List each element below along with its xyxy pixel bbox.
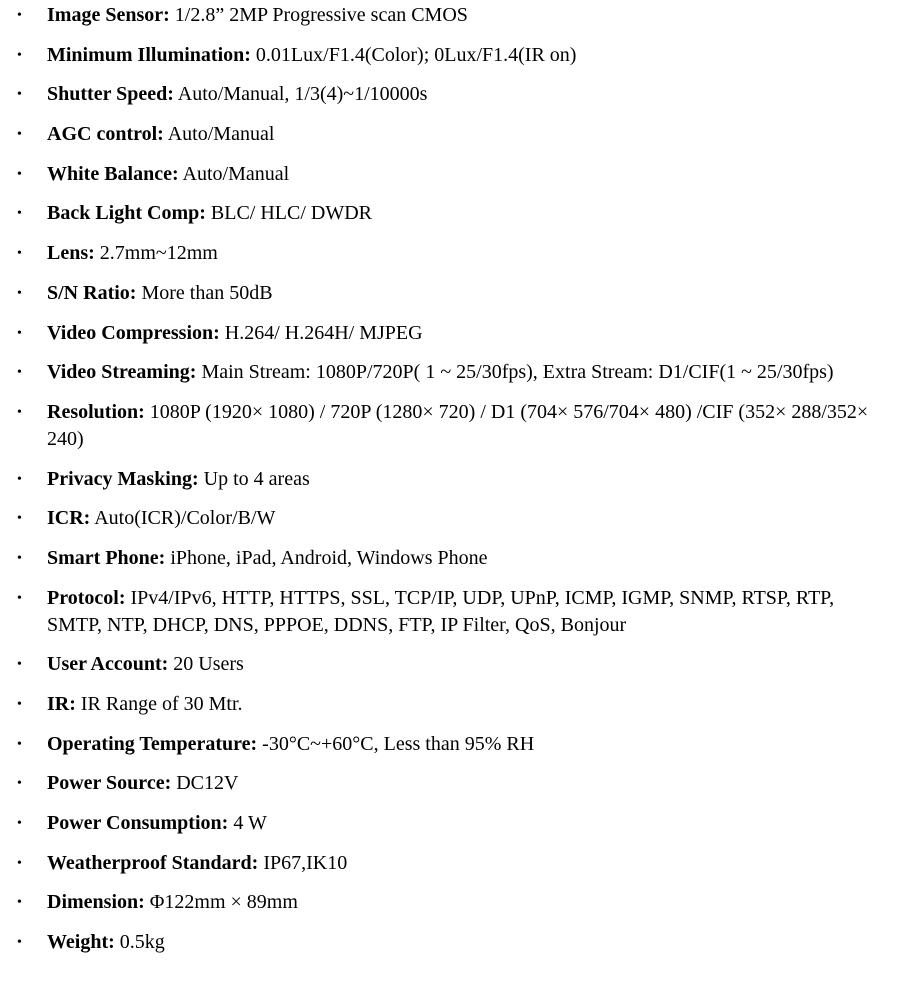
- bullet-icon: •: [17, 365, 22, 381]
- spec-label: User Account:: [47, 653, 169, 676]
- spec-label: ICR:: [47, 507, 91, 530]
- bullet-icon: •: [17, 590, 22, 606]
- spec-item: [0, 505, 900, 532]
- spec-value: iPhone, iPad, Android, Windows Phone: [165, 546, 488, 569]
- spec-label: Protocol:: [47, 586, 126, 609]
- spec-label: IR:: [47, 693, 76, 715]
- spec-value: 0.5kg: [114, 931, 165, 954]
- spec-value: BLC/ HLC/ DWDR: [205, 202, 373, 225]
- bullet-icon: •: [17, 87, 22, 103]
- spec-label: Privacy Masking:: [47, 467, 199, 490]
- spec-value: 0.01Lux/F1.4(Color); 0Lux/F1.4(IR on): [250, 43, 577, 66]
- bullet-icon: •: [17, 471, 22, 487]
- spec-item: [0, 399, 900, 453]
- spec-label: Weatherproof Standard:: [47, 851, 259, 874]
- spec-item: [0, 240, 900, 267]
- spec-item: [0, 81, 900, 108]
- spec-label: Video Compression:: [47, 321, 220, 344]
- bullet-icon: •: [17, 816, 22, 832]
- bullet-icon: •: [17, 166, 22, 182]
- bullet-icon: •: [17, 127, 22, 143]
- spec-label: Operating Temperature:: [47, 732, 258, 755]
- spec-value: Auto/Manual, 1/3(4)~1/10000s: [173, 83, 428, 106]
- spec-item: [0, 161, 900, 188]
- spec-label: Lens:: [47, 242, 95, 265]
- spec-item: [0, 731, 900, 758]
- spec-label: White Balance:: [47, 162, 179, 185]
- spec-item: [0, 359, 900, 386]
- bullet-icon: •: [17, 8, 22, 23]
- spec-label: Dimension:: [47, 891, 145, 914]
- spec-value: 1080P (1920× 1080) / 720P (1280× 720) / D1 (704× 576/704× 480) /CIF (352× 288/352× 240): [47, 400, 869, 450]
- spec-label: S/N Ratio:: [47, 281, 137, 304]
- spec-value: Main Stream: 1080P/720P( 1 ~ 25/30fps), Extra Stream: D1/CIF(1 ~ 25/30fps): [196, 361, 834, 384]
- bullet-icon: •: [17, 246, 22, 262]
- spec-value: IPv4/IPv6, HTTP, HTTPS, SSL, TCP/IP, UDP, UPnP, ICMP, IGMP, SNMP, RTSP, RTP, SMTP, NTP, DHCP, DNS, PPPOE, DDNS, FTP, IP Filter, QoS, Bonjour: [47, 586, 835, 636]
- spec-item: [0, 889, 900, 916]
- spec-item: [0, 545, 900, 572]
- spec-value: Auto/Manual: [163, 123, 275, 146]
- spec-item: [0, 466, 900, 493]
- spec-item: [0, 320, 900, 347]
- spec-item: [0, 280, 900, 307]
- spec-item: [0, 929, 900, 956]
- spec-item: [0, 651, 900, 678]
- spec-label: Shutter Speed:: [47, 83, 174, 106]
- spec-item: [0, 200, 900, 227]
- bullet-icon: •: [17, 895, 22, 911]
- spec-value: 20 Users: [168, 653, 244, 676]
- bullet-icon: •: [17, 404, 22, 420]
- spec-value: Auto(ICR)/Color/B/W: [90, 507, 276, 530]
- spec-item: [0, 770, 900, 797]
- spec-value: Φ122mm × 89mm: [144, 891, 298, 914]
- spec-item: [0, 121, 900, 148]
- spec-label: AGC control:: [47, 123, 164, 146]
- spec-label: Resolution:: [47, 400, 145, 423]
- spec-value: 2.7mm~12mm: [94, 242, 218, 265]
- spec-value: DC12V: [171, 772, 239, 795]
- spec-value: Up to 4 areas: [198, 467, 310, 490]
- bullet-icon: •: [17, 855, 22, 871]
- spec-value: H.264/ H.264H/ MJPEG: [219, 321, 423, 344]
- spec-value: IP67,IK10: [258, 851, 348, 874]
- bullet-icon: •: [17, 325, 22, 341]
- bullet-icon: •: [17, 776, 22, 792]
- spec-label: Image Sensor:: [47, 4, 170, 26]
- spec-label: Power Consumption:: [47, 812, 229, 835]
- spec-item: [0, 2, 900, 29]
- spec-item: [0, 810, 900, 837]
- spec-value: More than 50dB: [136, 281, 273, 304]
- spec-value: IR Range of 30 Mtr.: [75, 693, 243, 715]
- bullet-icon: •: [17, 47, 22, 63]
- spec-list: [0, 2, 900, 956]
- spec-label: Video Streaming:: [47, 361, 197, 384]
- bullet-icon: •: [17, 550, 22, 566]
- spec-value: 1/2.8” 2MP Progressive scan CMOS: [169, 4, 468, 26]
- spec-label: Minimum Illumination:: [47, 43, 251, 66]
- bullet-icon: •: [17, 697, 22, 712]
- spec-label: Back Light Comp:: [47, 202, 206, 225]
- spec-value: -30°C~+60°C, Less than 95% RH: [257, 732, 535, 755]
- bullet-icon: •: [17, 736, 22, 752]
- bullet-icon: •: [17, 935, 22, 951]
- bullet-icon: •: [17, 206, 22, 222]
- spec-label: Power Source:: [47, 772, 172, 795]
- bullet-icon: •: [17, 285, 22, 301]
- spec-value: 4 W: [228, 812, 267, 835]
- bullet-icon: •: [17, 511, 22, 527]
- spec-label: Weight:: [47, 931, 115, 954]
- spec-item: [0, 691, 900, 718]
- bullet-icon: •: [17, 657, 22, 673]
- spec-item: [0, 585, 900, 639]
- spec-item: [0, 850, 900, 877]
- spec-label: Smart Phone:: [47, 546, 166, 569]
- spec-value: Auto/Manual: [178, 162, 290, 185]
- spec-item: [0, 42, 900, 69]
